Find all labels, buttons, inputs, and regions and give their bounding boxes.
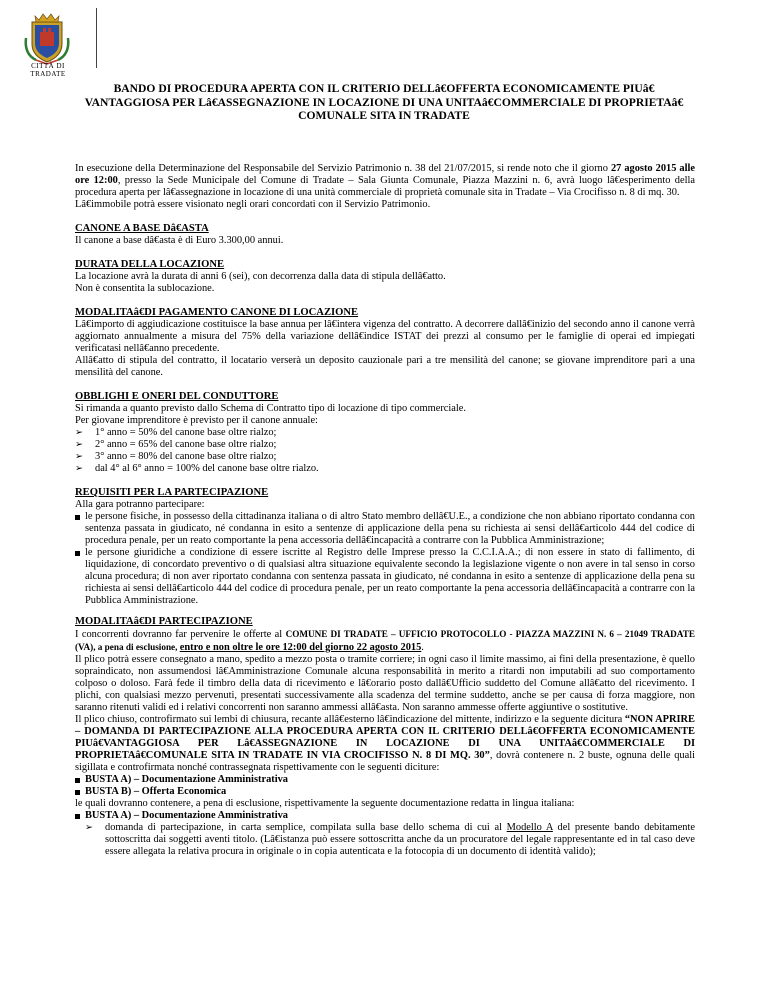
section-heading-requisiti: REQUISITI PER LA PARTECIPAZIONE: [75, 487, 269, 498]
intro-text-a: In esecuzione della Determinazione del Responsabile del Servizio Patrimonio n. 38 del 21/07/2015, si rende noto che il giorno: [75, 163, 611, 174]
section-heading-canone: CANONE A BASE Dâ€ASTA: [75, 223, 209, 234]
crest-caption: [18, 62, 78, 78]
domanda-text-b: del presente bando debitamente sottoscritta dai soggetti aventi titolo. (Lâ€istanza può essere sottoscritta anche da un procuratore del legale rappresentante ed in tal caso deve essere allegata la relativa procura in originale o in copia autenticata e la fotocopia di un documento di identità valido);: [105, 822, 695, 857]
section-heading-pagamento: MODALITAâ€DI PAGAMENTO CANONE DI LOCAZIONE: [75, 307, 359, 318]
requisiti-list: [75, 511, 695, 607]
list-item: BUSTA A) – Documentazione Amministrativa: [75, 774, 695, 786]
buste-list: [75, 774, 695, 798]
list-item: ➢ 3° anno = 80% del canone base oltre rialzo;: [75, 451, 695, 463]
requisiti-intro: Alla gara potranno partecipare:: [75, 499, 205, 510]
partecipazione-text-d: .: [421, 642, 424, 653]
pagamento-paragraph1: Lâ€importo di aggiudicazione costituisce la base annua per lâ€intera vigenza del contratto. A decorrere dallâ€inizio del secondo anno il canone verrà aggiornato annualmente a misura del 75% della variazione dellâ€indice ISTAT dei prezzi al consumo per le famiglie di operai ed impiegati verificatasi nellâ€anno precedente.: [75, 319, 695, 354]
header-divider: [96, 8, 97, 68]
partecipazione-paragraph2: Il plico potrà essere consegnato a mano, spedito a mezzo posta o tramite corriere; in ogni caso il limite massimo, ai fini della presentazione, è quello sopraindicato, non assumendosi lâ€Amministrazione Comunale alcuna responsabilità in merito a ritardi non imputabili ad suo comportamento colposo o doloso. Farà fede il timbro della data di ricevimento e lâ€orario posto dallâ€Ufficio suddetto del Comune allâ€atto del ricevimento. I plichi, con qualsiasi mezzo pervenuti, presentati successivamente alla scadenza del termine suddetto, anche se per causa di forza maggiore, non saranno ritenuti validi ed i relativi concorrenti non saranno ammessi allâ€asta. Non saranno ammesse offerte aggiuntive o sostitutive.: [75, 654, 695, 713]
list-item: le persone fisiche, in possesso della cittadinanza italiana o di altro Stato membro dellâ€U.E., a condizione che non abbiano riportato condanna con sentenza passata in giudicato, né condanna in esito a sentenze di applicazione della pena su richiesta ai sensi dellâ€articolo 444 del codice di procedura penale, per un reato comportante la pena accessoria dellâ€incapacità a contrarre con la Pubblica Amministrazione;: [75, 511, 695, 547]
partecipazione-address: COMUNE DI TRADATE – UFFICIO PROTOCOLLO - PIAZZA MAZZINI N. 6 – 21049 TRADATE (VA), a pena di esclusione,: [75, 629, 696, 652]
partecipazione-deadline: entro e non oltre le ore 12:00 del giorno 22 agosto 2015: [179, 642, 422, 653]
canone-text: Il canone a base dâ€asta è di Euro 3.300,00 annui.: [75, 235, 284, 246]
list-item: ➢ dal 4° al 6° anno = 100% del canone base oltre rialzo.: [75, 463, 695, 475]
durata-line1: La locazione avrà la durata di anni 6 (sei), con decorrenza dalla data di stipula dellâ€atto.: [75, 271, 446, 282]
document-title: [60, 82, 708, 123]
pagamento-paragraph2: Allâ€atto di stipula del contratto, il locatario verserà un deposito cauzionale pari a tre mensilità del canone; se giovane imprenditore pari a una mensilità del canone.: [75, 355, 695, 378]
intro-paragraph: [75, 163, 695, 199]
partecipazione-text-a: I concorrenti dovranno far pervenire le offerte al: [75, 629, 286, 640]
list-item: [85, 822, 695, 858]
partecipazione-paragraph3: [75, 714, 695, 774]
section-heading-partecipazione: MODALITAâ€DI PARTECIPAZIONE: [75, 616, 253, 627]
busta-a-heading-list: [75, 810, 695, 822]
partecipazione-text-3a: Il plico chiuso, controfirmato sui lembi di chiusura, recante allâ€esterno lâ€indicazione del mittente, indirizzo e la seguente dicitura: [75, 714, 625, 725]
title-line1: BANDO DI PROCEDURA APERTA CON IL CRITERIO DELLâ€OFFERTA ECONOMICAMENTE PIUâ€: [113, 82, 655, 95]
crest-caption-line1: CITTÀ DI: [31, 62, 65, 70]
document-body: [75, 163, 695, 858]
domanda-text-a: domanda di partecipazione, in carta semplice, compilata sulla base dello schema di cui al: [105, 822, 507, 833]
title-line3: COMUNALE SITA IN TRADATE: [298, 109, 470, 122]
intro-visit-note: Lâ€immobile potrà essere visionato negli orari concordati con il Servizio Patrimonio.: [75, 199, 431, 210]
partecipazione-paragraph1: [75, 628, 695, 654]
intro-date: 27 agosto 2015 alle ore 12:00: [75, 163, 695, 186]
busta-a-docs-list: [85, 822, 695, 858]
obblighi-line2: Per giovane imprenditore è previsto per il canone annuale:: [75, 415, 318, 426]
modello-a-link[interactable]: Modello A: [506, 822, 553, 833]
crest-caption-line2: TRADATE: [30, 70, 66, 78]
partecipazione-text-3c: , dovrà contenere n. 2 buste, ognuna delle quali sigillata e controfirmata nonché contrassegnata rispettivamente con le seguenti diciture:: [75, 750, 695, 773]
intro-text-c: , presso la Sede Municipale del Comune di Tradate – Sala Giunta Comunale, Piazza Mazzini n. 6, avrà luogo lâ€esperimento della procedura aperta per lâ€assegnazione in locazione di una unità commerciale di proprietà comunale sita in Tradate – Via Crocifisso n. 8 di mq. 30.: [75, 175, 696, 198]
durata-line2: Non è consentita la sublocazione.: [75, 283, 215, 294]
list-item: ➢ 2° anno = 65% del canone base oltre rialzo;: [75, 439, 695, 451]
list-item: le persone giuridiche a condizione di essere iscritte al Registro delle Imprese presso la C.C.I.A.A.; di non essere in stato di fallimento, di liquidazione, di concordato preventivo o di qualsiasi altra situazione equivalente secondo la legislazione vigente o non avere in tal senso in corso alcuna procedura; di non aver riportato condanna con sentenza passata in giudicato, né condanna in esito a sentenze di applicazione della pena su richiesta ai sensi dellâ€articolo 444 del codice di procedura penale, per un reato comportante la pena accessoria dellâ€incapacità a contrarre con la Pubblica Amministrazione.: [75, 547, 695, 607]
section-heading-durata: DURATA DELLA LOCAZIONE: [75, 259, 225, 270]
section-heading-obblighi: OBBLIGHI E ONERI DEL CONDUTTORE: [75, 391, 279, 402]
list-item: BUSTA A) – Documentazione Amministrativa: [75, 810, 695, 822]
partecipazione-paragraph4: le quali dovranno contenere, a pena di esclusione, rispettivamente la seguente documentazione redatta in lingua italiana:: [75, 798, 575, 809]
obblighi-line1: Si rimanda a quanto previsto dallo Schema di Contratto tipo di locazione di tipo commerciale.: [75, 403, 466, 414]
city-crest-logo: [22, 8, 72, 66]
list-item: ➢ 1° anno = 50% del canone base oltre rialzo;: [75, 427, 695, 439]
list-item: BUSTA B) – Offerta Economica: [75, 786, 695, 798]
canone-giovane-list: [75, 427, 695, 475]
plico-dicitura: “NON APRIRE – DOMANDA DI PARTECIPAZIONE ALLA PROCEDURA APERTA CON IL CRITERIO DELLâ€OFFERTA ECONOMICAMENTE PIUâ€VANTAGGIOSA PER Lâ€ASSEGNAZIONE IN LOCAZIONE DI UNA UNITAâ€COMMERCIALE DI PROPRIETAâ€COMUNALE SITA IN TRADATE IN VIA CROCIFISSO N. 8 DI MQ. 30”: [75, 714, 695, 761]
title-line2: VANTAGGIOSA PER Lâ€ASSEGNAZIONE IN LOCAZIONE DI UNA UNITAâ€COMMERCIALE DI PROPRIETAâ€: [84, 95, 684, 109]
